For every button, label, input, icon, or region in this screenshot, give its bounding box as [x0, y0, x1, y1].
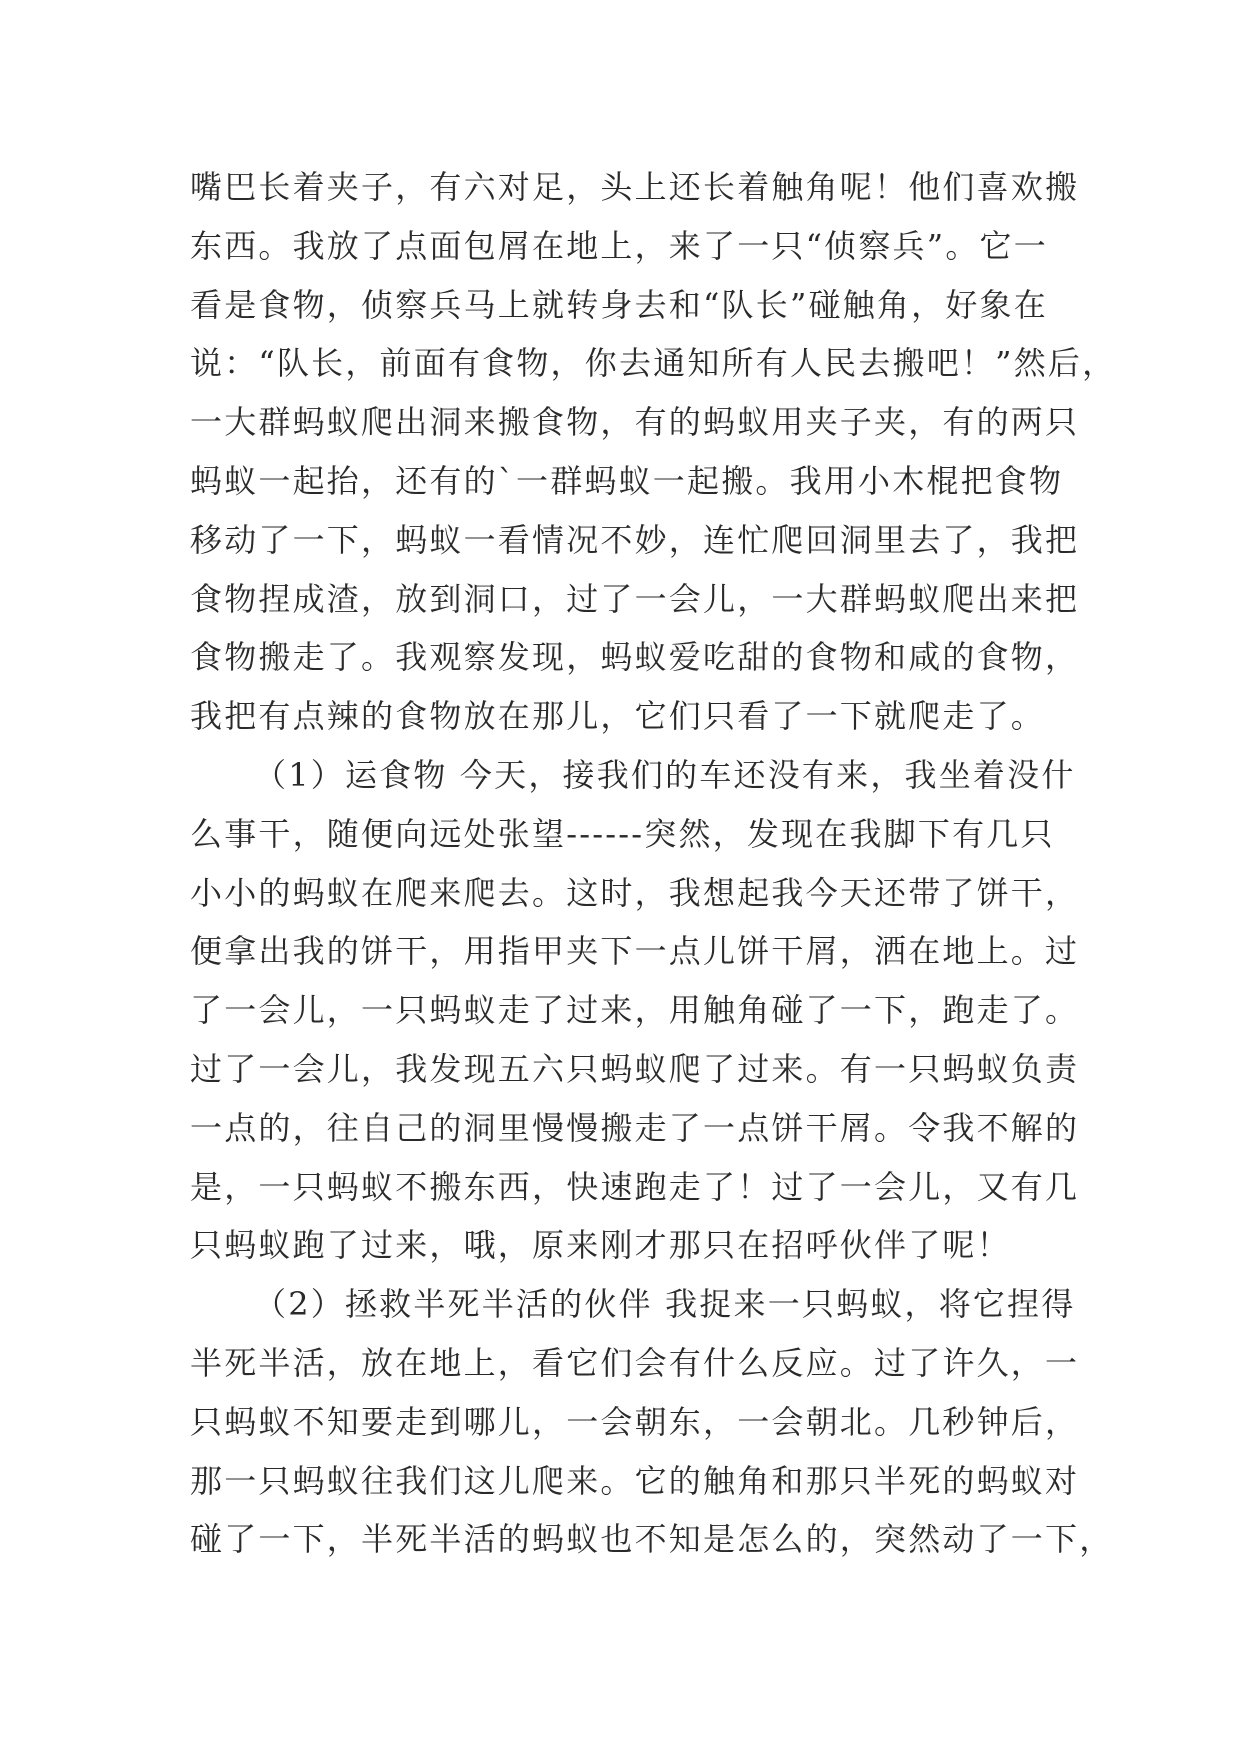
text-line: 移动了一下，蚂蚁一看情况不妙，连忙爬回洞里去了，我把: [190, 520, 1080, 559]
text-line: 嘴巴长着夹子，有六对足，头上还长着触角呢！他们喜欢搬: [190, 168, 1080, 206]
paragraph-start-line: （2）拯救半死半活的伙伴 我捉来一只蚂蚁，将它捏得: [254, 1285, 1076, 1324]
text-line: 半死半活，放在地上，看它们会有什么反应。过了许久，一: [190, 1343, 1080, 1382]
text-line: 小小的蚂蚁在爬来爬去。这时，我想起我今天还带了饼干，: [190, 873, 1080, 912]
text-line: 么事干，随便向远处张望------突然，发现在我脚下有几只: [190, 814, 1055, 853]
text-line: 只蚂蚁不知要走到哪儿，一会朝东，一会朝北。几秒钟后，: [190, 1402, 1080, 1441]
text-line: 我把有点辣的食物放在那儿，它们只看了一下就爬走了。: [190, 697, 1046, 736]
text-line: 只蚂蚁跑了过来，哦，原来刚才那只在招呼伙伴了呢！: [190, 1226, 1011, 1265]
text-line: 东西。我放了点面包屑在地上，来了一只“侦察兵”。它一: [190, 226, 1048, 265]
text-line: 那一只蚂蚁往我们这儿爬来。它的触角和那只半死的蚂蚁对: [190, 1461, 1080, 1500]
text-line: 是，一只蚂蚁不搬东西，快速跑走了！过了一会儿，又有几: [190, 1167, 1080, 1206]
text-line: 看是食物，侦察兵马上就转身去和“队长”碰触角，好象在: [190, 285, 1048, 324]
text-line: 说：“队长，前面有食物，你去通知所有人民去搬吧！”然后，: [190, 344, 1117, 383]
text-line: 了一会儿，一只蚂蚁走了过来，用触角碰了一下，跑走了。: [190, 991, 1080, 1030]
text-line: 过了一会儿，我发现五六只蚂蚁爬了过来。有一只蚂蚁负责: [190, 1049, 1080, 1088]
body-text: [190, 158, 1117, 1569]
text-line: 一点的，往自己的洞里慢慢搬走了一点饼干屑。令我不解的: [190, 1108, 1080, 1147]
text-line: 食物搬走了。我观察发现，蚂蚁爱吃甜的食物和咸的食物，: [190, 638, 1080, 677]
text-line: 一大群蚂蚁爬出洞来搬食物，有的蚂蚁用夹子夹，有的两只: [190, 403, 1080, 442]
text-line: 便拿出我的饼干，用指甲夹下一点儿饼干屑，洒在地上。过: [190, 932, 1080, 971]
text-line: 蚂蚁一起抬，还有的`一群蚂蚁一起搬。我用小木棍把食物: [190, 461, 1064, 500]
paragraph-start-line: （1）运食物 今天，接我们的车还没有来，我坐着没什: [254, 755, 1076, 794]
text-line: 碰了一下，半死半活的蚂蚁也不知是怎么的，突然动了一下，: [190, 1520, 1114, 1559]
text-line: 食物捏成渣，放到洞口，过了一会儿，一大群蚂蚁爬出来把: [190, 579, 1080, 618]
